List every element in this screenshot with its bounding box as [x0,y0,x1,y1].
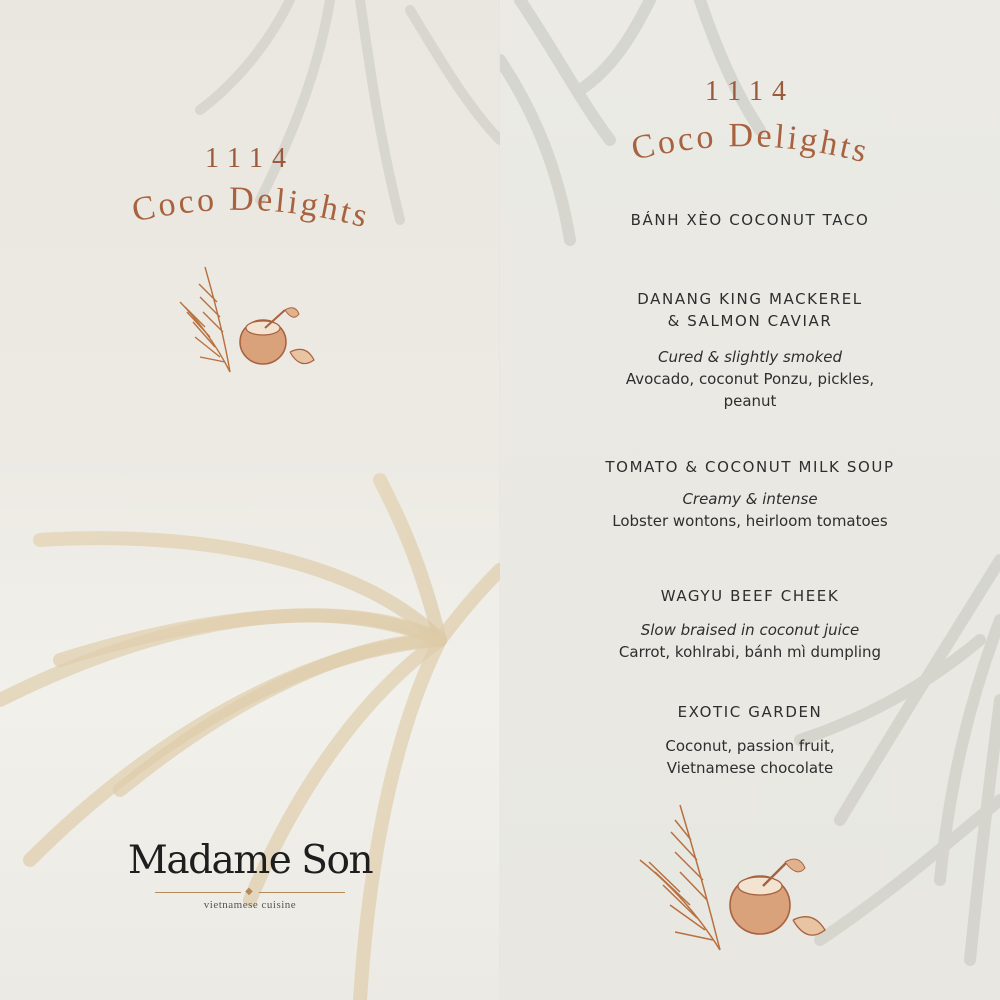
dish-name: WAGYU BEEF CHEEK [660,587,840,605]
dish-name: DANANG KING MACKEREL [637,290,863,308]
dish-description: Avocado, coconut Ponzu, pickles, [625,370,875,388]
dish-name: & SALMON CAVIAR [667,312,833,330]
dish-description: Carrot, kohlrabi, bánh mì dumpling [618,643,882,661]
brand-name: Madame Son [127,838,373,883]
svg-text:Coco Delights: Coco Delights [128,180,375,236]
dish-name: BÁNH XÈO COCONUT TACO [630,211,870,229]
dish-style: Creamy & intense [682,490,818,508]
dish-description: Coconut, passion fruit, [665,737,835,755]
menu-code: 1114 [705,76,795,107]
brand-tagline: vietnamese cuisine [203,899,297,911]
coconut-palm-icon [635,800,835,955]
menu-item [520,701,980,779]
coconut-palm-icon [175,262,325,382]
logo-divider: ◆ [155,887,345,897]
dish-description: peanut [723,392,777,410]
restaurant-logo [100,838,400,911]
dish-name: EXOTIC GARDEN [677,703,823,721]
menu-item [520,288,980,412]
menu-code: 1114 [205,143,295,174]
dish-name: TOMATO & COCONUT MILK SOUP [605,458,895,476]
svg-text:Coco Delights: Coco Delights [628,117,874,171]
menu-title [540,80,960,220]
menu-item [520,456,980,532]
dish-description: Lobster wontons, heirloom tomatoes [612,512,888,530]
dish-style: Slow braised in coconut juice [640,621,860,639]
menu-item [520,209,980,231]
menu-item [520,585,980,663]
dish-description: Vietnamese chocolate [666,759,834,777]
dish-style: Cured & slightly smoked [657,348,843,366]
